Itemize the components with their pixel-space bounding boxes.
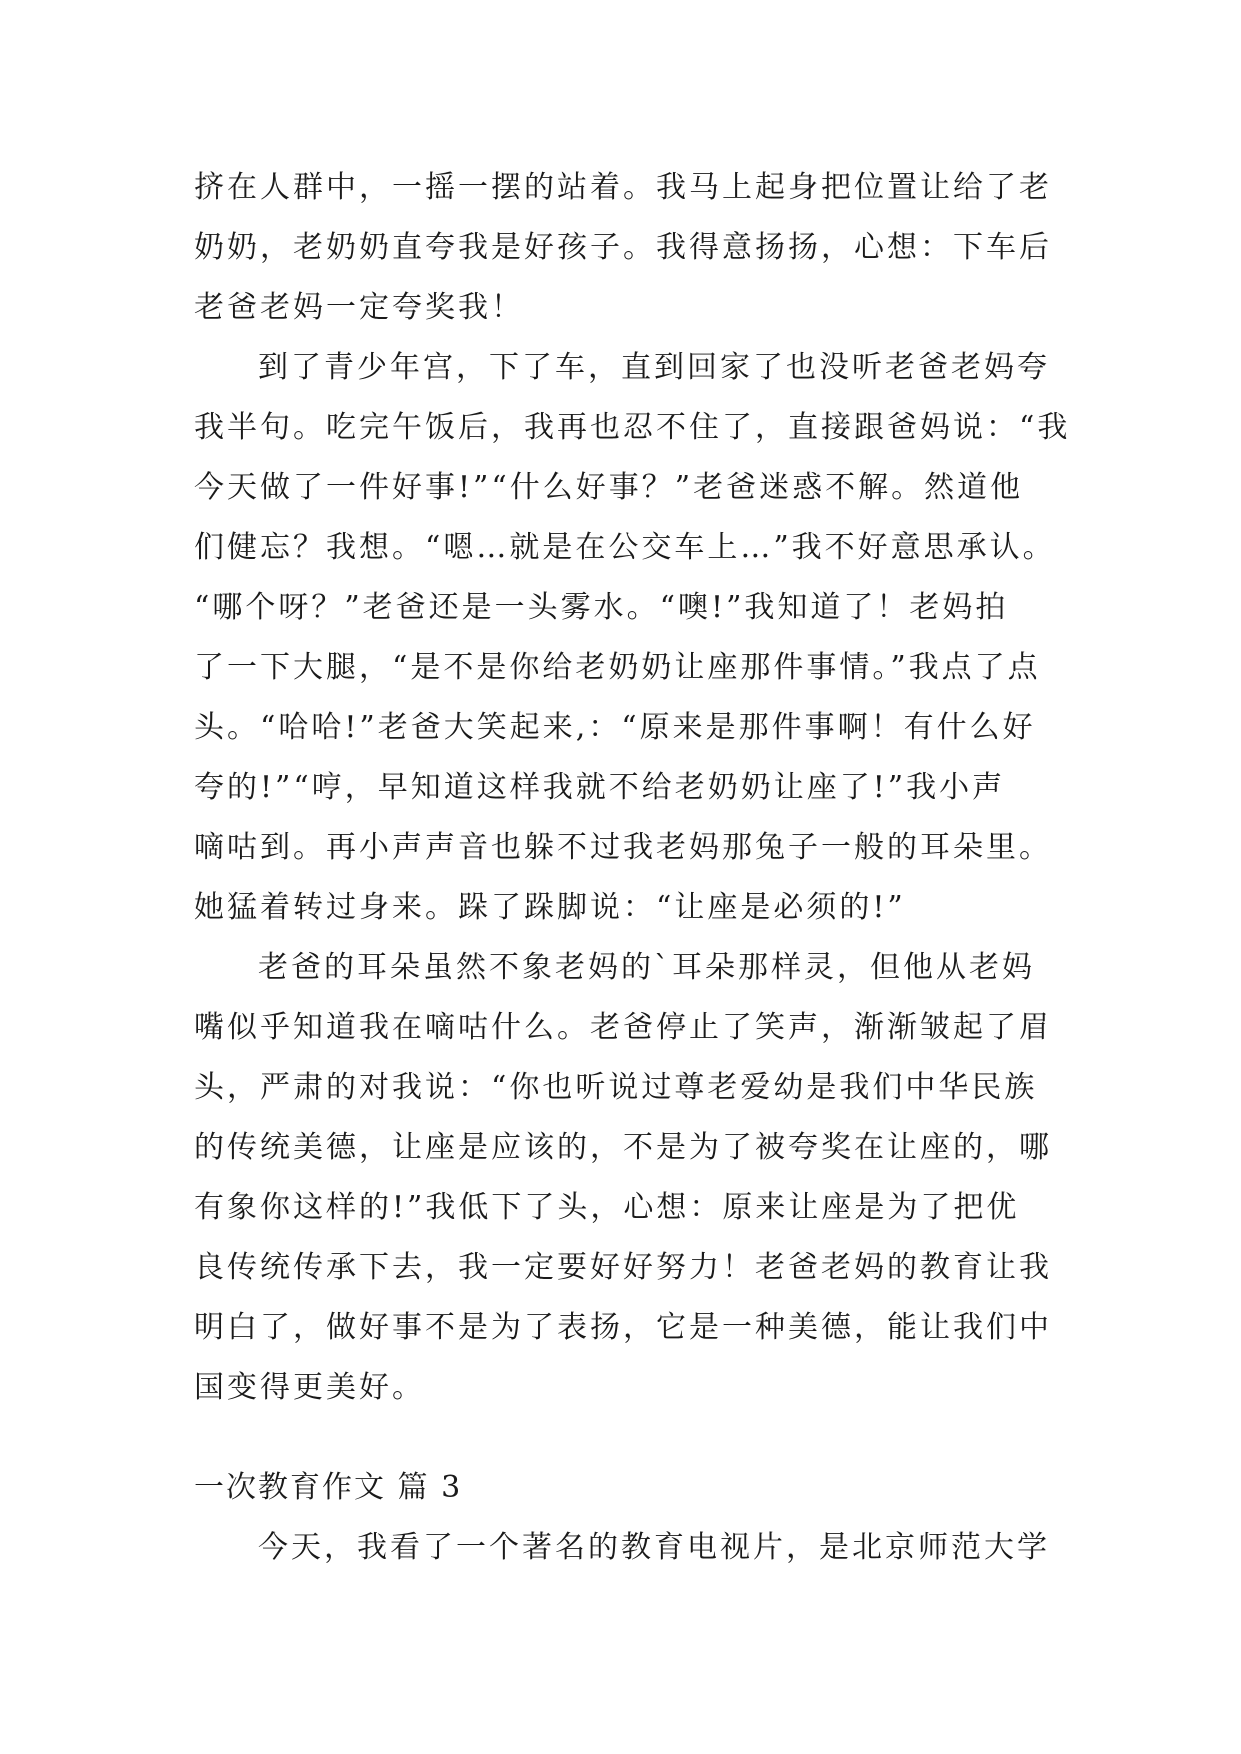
text-line: 嘀咕到。再小声声音也躲不过我老妈那兔子一般的耳朵里。 [194, 830, 1052, 865]
text-line: 挤在人群中，一摇一摆的站着。我马上起身把位置让给了老 [194, 170, 1052, 205]
section-heading: 一次教育作文 篇 3 [194, 1470, 463, 1505]
text-line: 头，严肃的对我说：“你也听说过尊老爱幼是我们中华民族 [194, 1070, 1038, 1105]
text-line: “哪个呀？”老爸还是一头雾水。“噢!”我知道了！老妈拍 [194, 590, 1009, 625]
text-line: 良传统传承下去，我一定要好好努力！老爸老妈的教育让我 [194, 1250, 1052, 1285]
paragraph-first-line: 老爸的耳朵虽然不象老妈的`耳朵那样灵，但他从老妈 [258, 950, 1035, 985]
text-line: 国变得更美好。 [194, 1370, 425, 1405]
text-line: 她猛着转过身来。跺了跺脚说：“让座是必须的!” [194, 890, 906, 925]
text-line: 的传统美德，让座是应该的，不是为了被夸奖在让座的，哪 [194, 1130, 1052, 1165]
text-line: 头。“哈哈!”老爸大笑起来,：“原来是那件事啊！有什么好 [194, 710, 1036, 745]
text-line: 明白了，做好事不是为了表扬，它是一种美德，能让我们中 [194, 1310, 1052, 1345]
text-line: 今天做了一件好事!”“什么好事？”老爸迷惑不解。然道他 [194, 470, 1024, 505]
text-line: 奶奶，老奶奶直夸我是好孩子。我得意扬扬，心想：下车后 [194, 230, 1052, 265]
text-line: 有象你这样的!”我低下了头，心想：原来让座是为了把优 [194, 1190, 1020, 1225]
text-line: 嘴似乎知道我在嘀咕什么。老爸停止了笑声，渐渐皱起了眉 [194, 1010, 1052, 1045]
text-line: 老爸老妈一定夸奖我！ [194, 290, 524, 325]
text-line: 们健忘？我想。“嗯…就是在公交车上…”我不好意思承认。 [194, 530, 1056, 565]
text-line: 夸的!”“哼，早知道这样我就不给老奶奶让座了!”我小声 [194, 770, 1006, 805]
paragraph-first-line: 到了青少年宫，下了车，直到回家了也没听老爸老妈夸 [258, 350, 1050, 385]
paragraph-first-line: 今天，我看了一个著名的教育电视片，是北京师范大学 [258, 1530, 1050, 1565]
text-line: 了一下大腿，“是不是你给老奶奶让座那件事情。”我点了点 [194, 650, 1041, 685]
text-line: 我半句。吃完午饭后，我再也忍不住了，直接跟爸妈说：“我 [194, 410, 1071, 445]
